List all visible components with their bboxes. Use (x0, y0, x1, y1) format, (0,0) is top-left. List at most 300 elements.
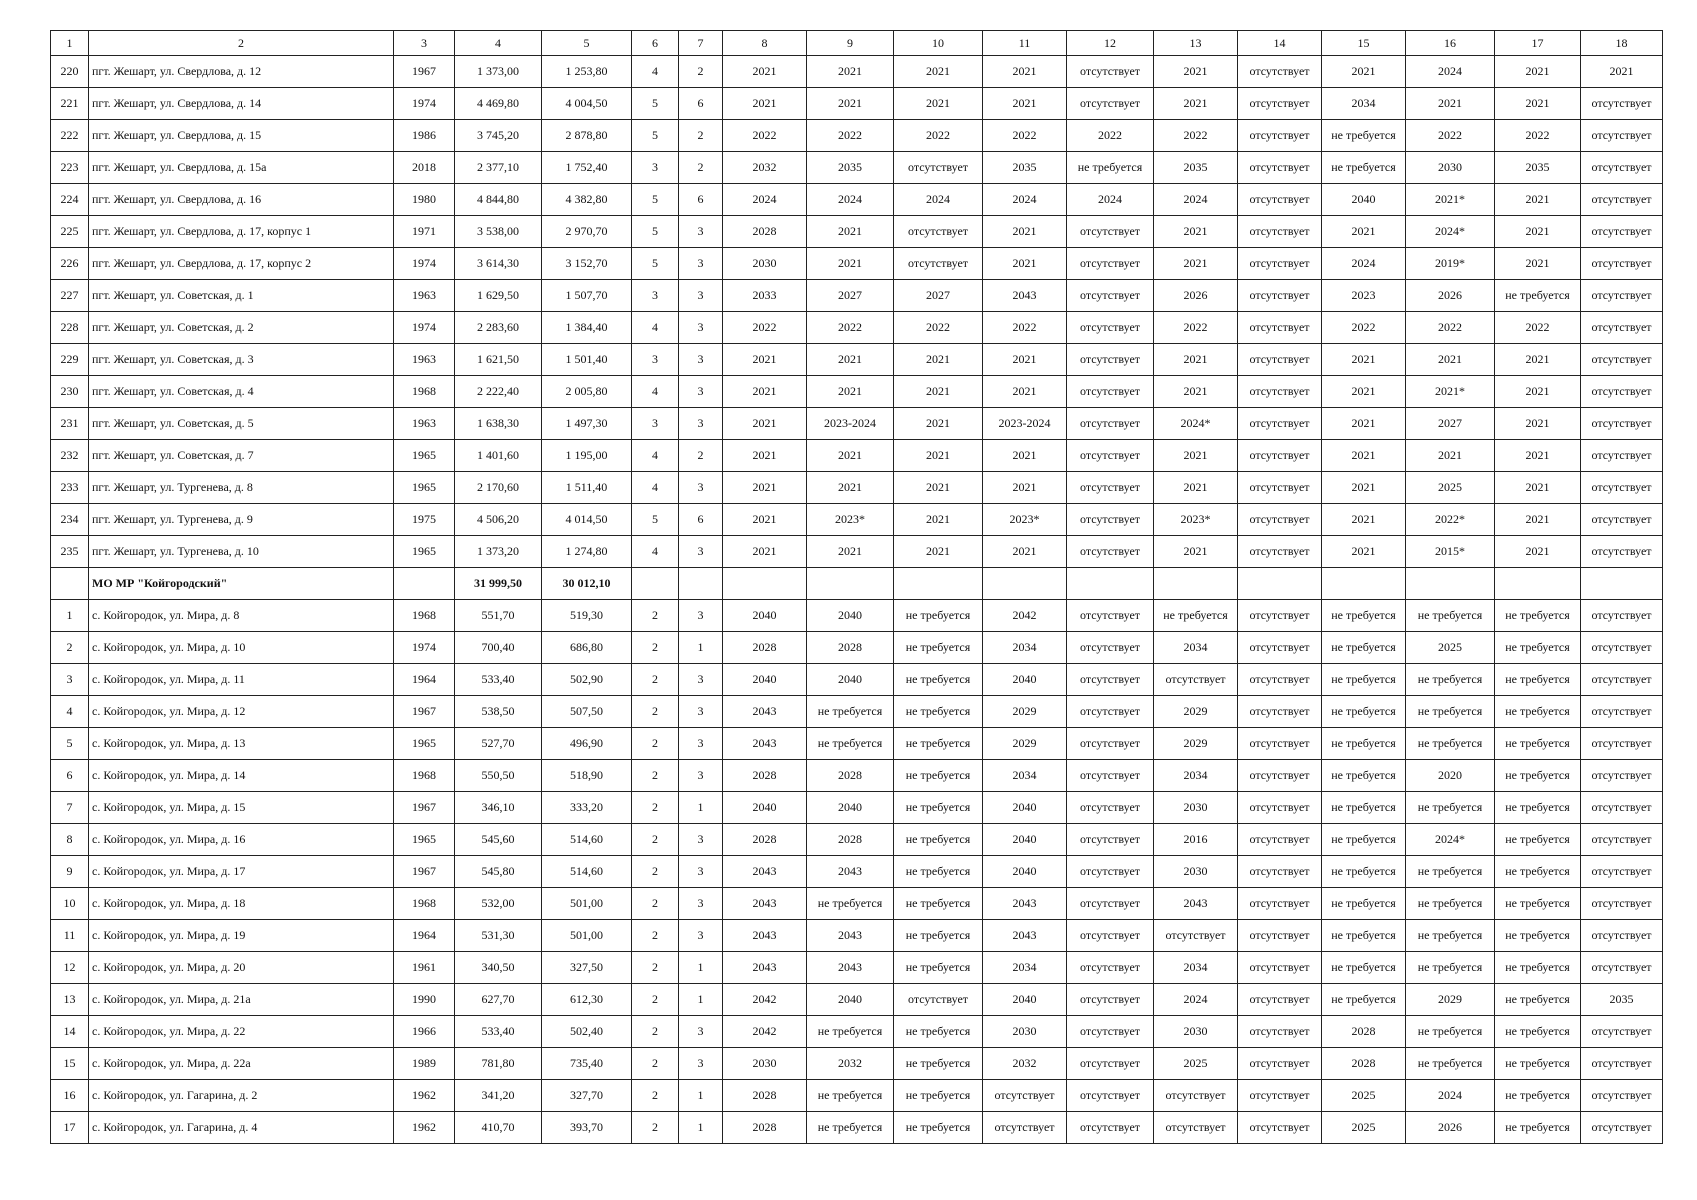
table-cell-col-7: 6 (679, 504, 723, 536)
table-cell-col-12: отсутствует (1067, 1016, 1154, 1048)
table-cell-col-1: 235 (51, 536, 89, 568)
table-cell-col-12: отсутствует (1067, 408, 1154, 440)
table-cell-col-7: 3 (679, 408, 723, 440)
table-cell-col-16: 2015* (1406, 536, 1495, 568)
table-cell-col-9 (807, 568, 894, 600)
table-cell-col-9: 2021 (807, 472, 894, 504)
table-cell-col-15: 2021 (1322, 344, 1406, 376)
table-cell-col-2: пгт. Жешарт, ул. Свердлова, д. 16 (89, 184, 394, 216)
table-cell-col-3: 1965 (394, 824, 455, 856)
table-cell-col-8: 2022 (723, 312, 807, 344)
table-cell-col-17: 2021 (1495, 440, 1581, 472)
table-cell-col-7: 3 (679, 280, 723, 312)
table-cell-col-8: 8 (723, 31, 807, 56)
table-cell-col-9: 2023* (807, 504, 894, 536)
table-cell-col-16: не требуется (1406, 952, 1495, 984)
table-cell-col-13: 2035 (1154, 152, 1238, 184)
table-cell-col-10: не требуется (894, 664, 983, 696)
table-cell-col-6: 5 (632, 120, 679, 152)
table-cell-col-11: 2043 (983, 888, 1067, 920)
table-cell-col-13: 2021 (1154, 88, 1238, 120)
table-cell-col-18: отсутствует (1581, 312, 1663, 344)
table-cell-col-18: отсутствует (1581, 504, 1663, 536)
table-cell-col-11: 2023* (983, 504, 1067, 536)
table-cell-col-13: 2016 (1154, 824, 1238, 856)
table-cell-col-9: не требуется (807, 1080, 894, 1112)
table-cell-col-4: 1 638,30 (455, 408, 542, 440)
table-cell-col-13: 2034 (1154, 760, 1238, 792)
group-header-row (51, 568, 1663, 600)
table-cell-col-8: 2042 (723, 984, 807, 1016)
table-cell-col-15: не требуется (1322, 152, 1406, 184)
table-cell-col-1: 2 (51, 632, 89, 664)
table-cell-col-7: 1 (679, 632, 723, 664)
table-cell-col-10: не требуется (894, 1112, 983, 1144)
table-cell-col-11: 2021 (983, 376, 1067, 408)
table-cell-col-4: 532,00 (455, 888, 542, 920)
table-cell-col-7: 1 (679, 792, 723, 824)
table-cell-col-9: 2028 (807, 824, 894, 856)
table-row (51, 728, 1663, 760)
table-row (51, 280, 1663, 312)
table-cell-col-4: 527,70 (455, 728, 542, 760)
table-cell-col-7: 3 (679, 1016, 723, 1048)
table-cell-col-11: отсутствует (983, 1080, 1067, 1112)
table-cell-col-11: 2040 (983, 824, 1067, 856)
table-cell-col-7: 2 (679, 152, 723, 184)
table-cell-col-14: отсутствует (1238, 920, 1322, 952)
table-cell-col-5: 327,70 (542, 1080, 632, 1112)
table-cell-col-10: 2021 (894, 536, 983, 568)
table-cell-col-6: 4 (632, 312, 679, 344)
table-cell-col-15: 15 (1322, 31, 1406, 56)
table-cell-col-9: 2022 (807, 312, 894, 344)
table-cell-col-17: 2021 (1495, 248, 1581, 280)
table-cell-col-11: 2035 (983, 152, 1067, 184)
table-cell-col-12: отсутствует (1067, 312, 1154, 344)
table-cell-col-6: 2 (632, 600, 679, 632)
table-cell-col-11: 2040 (983, 664, 1067, 696)
table-cell-col-8: 2021 (723, 472, 807, 504)
table-row (51, 504, 1663, 536)
table-cell-col-7: 6 (679, 88, 723, 120)
table-cell-col-8 (723, 568, 807, 600)
table-cell-col-15: 2025 (1322, 1080, 1406, 1112)
table-cell-col-18: 2021 (1581, 56, 1663, 88)
table-cell-col-11: 2040 (983, 984, 1067, 1016)
table-cell-col-18 (1581, 568, 1663, 600)
table-cell-col-16: 16 (1406, 31, 1495, 56)
table-cell-col-8: 2022 (723, 120, 807, 152)
table-cell-col-8: 2030 (723, 248, 807, 280)
table-cell-col-14: отсутствует (1238, 1080, 1322, 1112)
table-cell-col-11: 2034 (983, 760, 1067, 792)
table-cell-col-11: 2021 (983, 536, 1067, 568)
table-cell-col-16: не требуется (1406, 728, 1495, 760)
table-cell-col-5: 1 501,40 (542, 344, 632, 376)
table-cell-col-10: 2021 (894, 376, 983, 408)
table-cell-col-12: отсутствует (1067, 216, 1154, 248)
table-cell-col-9: 2040 (807, 664, 894, 696)
table-cell-col-11: 2022 (983, 120, 1067, 152)
table-cell-col-5: 327,50 (542, 952, 632, 984)
table-cell-col-2: с. Койгородок, ул. Мира, д. 21а (89, 984, 394, 1016)
table-cell-col-1: 232 (51, 440, 89, 472)
table-cell-col-9: 2021 (807, 216, 894, 248)
table-cell-col-12: отсутствует (1067, 920, 1154, 952)
table-body (51, 31, 1663, 1144)
table-cell-col-9: 2028 (807, 632, 894, 664)
table-cell-col-1: 10 (51, 888, 89, 920)
table-cell-col-5: 735,40 (542, 1048, 632, 1080)
table-cell-col-8: 2021 (723, 408, 807, 440)
table-cell-col-3: 1968 (394, 376, 455, 408)
table-cell-col-14: отсутствует (1238, 408, 1322, 440)
table-cell-col-15: не требуется (1322, 856, 1406, 888)
table-cell-col-15: 2021 (1322, 216, 1406, 248)
table-cell-col-3: 1968 (394, 888, 455, 920)
table-cell-col-16: 2024 (1406, 56, 1495, 88)
table-cell-col-7: 2 (679, 56, 723, 88)
table-cell-col-5: 502,40 (542, 1016, 632, 1048)
table-cell-col-18: отсутствует (1581, 824, 1663, 856)
table-cell-col-6: 2 (632, 728, 679, 760)
table-cell-col-18: отсутствует (1581, 440, 1663, 472)
table-cell-col-9: 2043 (807, 856, 894, 888)
table-cell-col-7: 3 (679, 824, 723, 856)
table-cell-col-14: отсутствует (1238, 696, 1322, 728)
table-cell-col-7: 3 (679, 888, 723, 920)
table-cell-col-4: 4 469,80 (455, 88, 542, 120)
table-cell-col-7: 3 (679, 344, 723, 376)
table-cell-col-12 (1067, 568, 1154, 600)
table-cell-col-12: 12 (1067, 31, 1154, 56)
table-cell-col-14: отсутствует (1238, 664, 1322, 696)
table-cell-col-5: 2 970,70 (542, 216, 632, 248)
table-cell-col-7: 3 (679, 248, 723, 280)
table-cell-col-9: 2043 (807, 920, 894, 952)
table-cell-col-14 (1238, 568, 1322, 600)
table-cell-col-8: 2021 (723, 504, 807, 536)
table-cell-col-18: отсутствует (1581, 632, 1663, 664)
table-cell-col-8: 2043 (723, 856, 807, 888)
table-cell-col-17: не требуется (1495, 728, 1581, 760)
table-cell-col-12: отсутствует (1067, 856, 1154, 888)
table-cell-col-3: 1962 (394, 1112, 455, 1144)
table-row (51, 376, 1663, 408)
table-cell-col-2: с. Койгородок, ул. Мира, д. 22 (89, 1016, 394, 1048)
table-cell-col-16: 2029 (1406, 984, 1495, 1016)
table-cell-col-18: отсутствует (1581, 88, 1663, 120)
table-cell-col-1: 221 (51, 88, 89, 120)
table-cell-col-15: 2028 (1322, 1016, 1406, 1048)
table-cell-col-14: 14 (1238, 31, 1322, 56)
table-cell-col-2: с. Койгородок, ул. Мира, д. 11 (89, 664, 394, 696)
table-cell-col-5: 1 752,40 (542, 152, 632, 184)
table-cell-col-9: не требуется (807, 1112, 894, 1144)
table-cell-col-15 (1322, 568, 1406, 600)
table-cell-col-14: отсутствует (1238, 760, 1322, 792)
table-cell-col-6: 2 (632, 1080, 679, 1112)
table-cell-col-8: 2021 (723, 376, 807, 408)
table-cell-col-18: отсутствует (1581, 952, 1663, 984)
table-cell-col-4: 1 629,50 (455, 280, 542, 312)
table-row (51, 312, 1663, 344)
table-cell-col-3: 1967 (394, 856, 455, 888)
table-cell-col-7: 3 (679, 600, 723, 632)
table-cell-col-6: 5 (632, 504, 679, 536)
table-cell-col-13: 2030 (1154, 792, 1238, 824)
table-cell-col-7: 3 (679, 536, 723, 568)
table-cell-col-15: 2023 (1322, 280, 1406, 312)
table-cell-col-13: 2021 (1154, 440, 1238, 472)
table-cell-col-11: 2021 (983, 472, 1067, 504)
table-cell-col-2: с. Койгородок, ул. Гагарина, д. 2 (89, 1080, 394, 1112)
table-cell-col-15: не требуется (1322, 952, 1406, 984)
table-cell-col-4: 3 745,20 (455, 120, 542, 152)
table-cell-col-10 (894, 568, 983, 600)
table-cell-col-7: 1 (679, 1080, 723, 1112)
table-cell-col-3: 1965 (394, 472, 455, 504)
table-cell-col-2: пгт. Жешарт, ул. Советская, д. 5 (89, 408, 394, 440)
table-cell-col-13: 2022 (1154, 120, 1238, 152)
table-cell-col-10: 2021 (894, 408, 983, 440)
table-cell-col-11 (983, 568, 1067, 600)
table-cell-col-3: 1967 (394, 56, 455, 88)
table-row (51, 760, 1663, 792)
table-cell-col-9: не требуется (807, 696, 894, 728)
table-cell-col-5: 333,20 (542, 792, 632, 824)
table-cell-col-4: 31 999,50 (455, 568, 542, 600)
table-cell-col-10: не требуется (894, 792, 983, 824)
table-cell-col-12: отсутствует (1067, 632, 1154, 664)
table-cell-col-1: 12 (51, 952, 89, 984)
table-cell-col-3: 2018 (394, 152, 455, 184)
table-cell-col-5: 514,60 (542, 824, 632, 856)
table-cell-col-12: отсутствует (1067, 760, 1154, 792)
table-cell-col-18: отсутствует (1581, 184, 1663, 216)
table-cell-col-7: 3 (679, 760, 723, 792)
table-cell-col-14: отсутствует (1238, 600, 1322, 632)
table-cell-col-3: 1966 (394, 1016, 455, 1048)
table-cell-col-12: отсутствует (1067, 376, 1154, 408)
table-cell-col-2: с. Койгородок, ул. Мира, д. 15 (89, 792, 394, 824)
table-cell-col-15: не требуется (1322, 600, 1406, 632)
table-cell-col-8: 2032 (723, 152, 807, 184)
table-cell-col-1: 230 (51, 376, 89, 408)
table-cell-col-16: не требуется (1406, 856, 1495, 888)
table-cell-col-5: 1 195,00 (542, 440, 632, 472)
table-cell-col-14: отсутствует (1238, 824, 1322, 856)
table-cell-col-15: 2022 (1322, 312, 1406, 344)
table-cell-col-16: не требуется (1406, 600, 1495, 632)
table-cell-col-3: 1967 (394, 792, 455, 824)
table-cell-col-5: 1 511,40 (542, 472, 632, 504)
table-cell-col-13: 13 (1154, 31, 1238, 56)
table-cell-col-14: отсутствует (1238, 152, 1322, 184)
table-cell-col-7: 1 (679, 984, 723, 1016)
table-cell-col-3: 1986 (394, 120, 455, 152)
table-row (51, 408, 1663, 440)
table-cell-col-18: отсутствует (1581, 472, 1663, 504)
table-cell-col-10: не требуется (894, 760, 983, 792)
table-cell-col-6: 2 (632, 888, 679, 920)
table-cell-col-17 (1495, 568, 1581, 600)
table-cell-col-11: 2021 (983, 88, 1067, 120)
table-cell-col-14: отсутствует (1238, 536, 1322, 568)
table-cell-col-5: 507,50 (542, 696, 632, 728)
table-cell-col-14: отсутствует (1238, 88, 1322, 120)
table-cell-col-11: 2032 (983, 1048, 1067, 1080)
table-cell-col-12: 2024 (1067, 184, 1154, 216)
table-cell-col-10: не требуется (894, 1048, 983, 1080)
table-cell-col-9: 2040 (807, 792, 894, 824)
table-cell-col-6: 2 (632, 824, 679, 856)
table-cell-col-2: с. Койгородок, ул. Мира, д. 8 (89, 600, 394, 632)
table-cell-col-15: не требуется (1322, 696, 1406, 728)
table-cell-col-2: пгт. Жешарт, ул. Свердлова, д. 14 (89, 88, 394, 120)
table-cell-col-15: не требуется (1322, 728, 1406, 760)
table-cell-col-4: 533,40 (455, 664, 542, 696)
table-cell-col-4: 627,70 (455, 984, 542, 1016)
table-row (51, 248, 1663, 280)
table-row (51, 472, 1663, 504)
table-cell-col-5: 496,90 (542, 728, 632, 760)
table-cell-col-14: отсутствует (1238, 888, 1322, 920)
table-cell-col-11: 2043 (983, 280, 1067, 312)
table-cell-col-12: отсутствует (1067, 440, 1154, 472)
table-cell-col-8: 2030 (723, 1048, 807, 1080)
table-cell-col-18: отсутствует (1581, 600, 1663, 632)
table-cell-col-6: 2 (632, 1016, 679, 1048)
table-cell-col-6: 2 (632, 920, 679, 952)
table-cell-col-10: не требуется (894, 856, 983, 888)
table-cell-col-8: 2021 (723, 88, 807, 120)
table-cell-col-9: не требуется (807, 1016, 894, 1048)
table-cell-col-3: 1965 (394, 536, 455, 568)
table-cell-col-11: 2024 (983, 184, 1067, 216)
table-cell-col-18: отсутствует (1581, 792, 1663, 824)
table-cell-col-15: 2028 (1322, 1048, 1406, 1080)
table-cell-col-17: не требуется (1495, 792, 1581, 824)
table-cell-col-15: 2024 (1322, 248, 1406, 280)
table-cell-col-9: 2040 (807, 600, 894, 632)
table-cell-col-7: 3 (679, 920, 723, 952)
table-cell-col-11: 2042 (983, 600, 1067, 632)
table-cell-col-17: не требуется (1495, 1048, 1581, 1080)
table-cell-col-10: 2021 (894, 88, 983, 120)
table-cell-col-1: 3 (51, 664, 89, 696)
table-cell-col-5: 502,90 (542, 664, 632, 696)
table-cell-col-14: отсутствует (1238, 632, 1322, 664)
table-cell-col-1: 223 (51, 152, 89, 184)
table-cell-col-18: отсутствует (1581, 280, 1663, 312)
table-cell-col-13: 2021 (1154, 472, 1238, 504)
table-cell-col-2: пгт. Жешарт, ул. Советская, д. 2 (89, 312, 394, 344)
table-cell-col-8: 2043 (723, 728, 807, 760)
table-cell-col-9: 2024 (807, 184, 894, 216)
table-cell-col-1: 16 (51, 1080, 89, 1112)
table-cell-col-1: 13 (51, 984, 89, 1016)
table-cell-col-1: 4 (51, 696, 89, 728)
table-cell-col-14: отсутствует (1238, 376, 1322, 408)
table-cell-col-8: 2040 (723, 600, 807, 632)
table-row (51, 792, 1663, 824)
table-cell-col-14: отсутствует (1238, 1048, 1322, 1080)
table-cell-col-9: 2021 (807, 344, 894, 376)
table-cell-col-2: пгт. Жешарт, ул. Свердлова, д. 15 (89, 120, 394, 152)
table-cell-col-11: 2022 (983, 312, 1067, 344)
table-cell-col-12: отсутствует (1067, 1112, 1154, 1144)
table-cell-col-5: 2 005,80 (542, 376, 632, 408)
table-cell-col-6: 4 (632, 536, 679, 568)
table-cell-col-14: отсутствует (1238, 1112, 1322, 1144)
table-cell-col-16: не требуется (1406, 664, 1495, 696)
table-cell-col-17: не требуется (1495, 280, 1581, 312)
table-cell-col-9: 2021 (807, 536, 894, 568)
table-cell-col-1: 227 (51, 280, 89, 312)
table-cell-col-10: не требуется (894, 632, 983, 664)
table-cell-col-4: 2 222,40 (455, 376, 542, 408)
table-cell-col-4: 346,10 (455, 792, 542, 824)
table-cell-col-14: отсутствует (1238, 280, 1322, 312)
table-cell-col-5: 1 253,80 (542, 56, 632, 88)
table-cell-col-8: 2043 (723, 952, 807, 984)
table-cell-col-4: 1 373,20 (455, 536, 542, 568)
table-cell-col-2: пгт. Жешарт, ул. Свердлова, д. 15а (89, 152, 394, 184)
table-cell-col-2: с. Койгородок, ул. Гагарина, д. 4 (89, 1112, 394, 1144)
table-cell-col-6: 4 (632, 56, 679, 88)
table-cell-col-13: 2030 (1154, 1016, 1238, 1048)
table-cell-col-10: 10 (894, 31, 983, 56)
table-row (51, 1112, 1663, 1144)
table-cell-col-17: 2021 (1495, 344, 1581, 376)
table-cell-col-3: 1974 (394, 312, 455, 344)
table-cell-col-14: отсутствует (1238, 952, 1322, 984)
table-cell-col-18: отсутствует (1581, 1112, 1663, 1144)
table-cell-col-6: 2 (632, 1048, 679, 1080)
column-number-row (51, 31, 1663, 56)
table-cell-col-13: 2021 (1154, 56, 1238, 88)
table-cell-col-17: 2022 (1495, 312, 1581, 344)
table-cell-col-16: 2020 (1406, 760, 1495, 792)
table-cell-col-17: 2021 (1495, 472, 1581, 504)
table-cell-col-15: 2021 (1322, 56, 1406, 88)
table-cell-col-3: 1965 (394, 728, 455, 760)
table-cell-col-6: 5 (632, 248, 679, 280)
table-cell-col-17: не требуется (1495, 984, 1581, 1016)
table-cell-col-6: 2 (632, 696, 679, 728)
table-cell-col-5: 4 382,80 (542, 184, 632, 216)
table-cell-col-14: отсутствует (1238, 472, 1322, 504)
table-row (51, 1016, 1663, 1048)
table-cell-col-12: отсутствует (1067, 248, 1154, 280)
table-cell-col-5: 5 (542, 31, 632, 56)
table-cell-col-10: 2021 (894, 56, 983, 88)
table-cell-col-18: 18 (1581, 31, 1663, 56)
table-row (51, 824, 1663, 856)
table-cell-col-3: 1974 (394, 632, 455, 664)
table-cell-col-18: 2035 (1581, 984, 1663, 1016)
table-cell-col-14: отсутствует (1238, 120, 1322, 152)
table-cell-col-16: 2024* (1406, 216, 1495, 248)
table-cell-col-6: 3 (632, 152, 679, 184)
table-cell-col-17: 2021 (1495, 184, 1581, 216)
table-cell-col-12: отсутствует (1067, 56, 1154, 88)
table-cell-col-1: 222 (51, 120, 89, 152)
table-cell-col-5: 3 152,70 (542, 248, 632, 280)
table-cell-col-14: отсутствует (1238, 728, 1322, 760)
